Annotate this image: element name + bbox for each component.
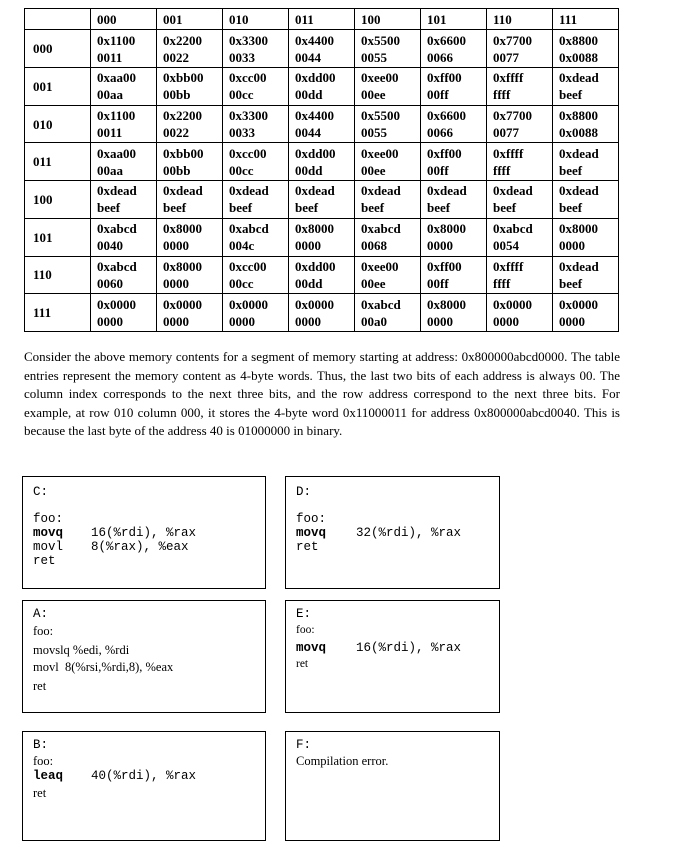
word-high: 0xdead (229, 183, 269, 199)
memory-cell (289, 143, 355, 181)
word-high: 0xff00 (427, 258, 462, 274)
row-header: 101 (25, 218, 91, 256)
memory-cell (553, 30, 619, 68)
memory-cell (157, 218, 223, 256)
word-low: 00bb (163, 162, 191, 178)
memory-cell (289, 294, 355, 332)
option-e-op1: movq (296, 641, 327, 655)
word-high: 0xee00 (361, 145, 399, 161)
word-low: 00ee (361, 162, 386, 178)
word-low: 0000 (427, 313, 453, 329)
memory-cell (553, 105, 619, 143)
memory-cell (157, 68, 223, 106)
word-high: 0x7700 (493, 32, 532, 48)
word-low: 00aa (97, 162, 123, 178)
column-header: 010 (223, 9, 289, 30)
memory-cell (223, 294, 289, 332)
memory-cell (91, 143, 157, 181)
option-b-args1: 40(%rdi), %rax (91, 769, 197, 783)
memory-cell (421, 181, 487, 219)
word-low: 00bb (163, 87, 191, 103)
word-high: 0xdead (427, 183, 467, 199)
option-c-box (22, 476, 266, 589)
option-a-line2: movl 8(%rsi,%rdi,8), %eax (33, 660, 174, 674)
word-low: 00dd (295, 87, 323, 103)
memory-cell (421, 30, 487, 68)
word-high: 0x0000 (559, 296, 598, 312)
row-header: 000 (25, 30, 91, 68)
column-header: 111 (553, 9, 619, 30)
word-low: 0000 (427, 238, 453, 254)
memory-cell (91, 105, 157, 143)
word-low: 0x0088 (559, 49, 598, 65)
memory-cell (223, 68, 289, 106)
memory-cell (355, 294, 421, 332)
memory-cell (487, 294, 553, 332)
memory-cell (91, 181, 157, 219)
memory-cell (355, 256, 421, 294)
option-f-text: Compilation error. (296, 754, 389, 768)
word-high: 0xdd00 (295, 258, 336, 274)
word-low: 0022 (163, 49, 189, 65)
word-high: 0xdd00 (295, 145, 336, 161)
table-row (25, 30, 619, 68)
word-high: 0x8800 (559, 108, 598, 124)
option-c-op1: movq (33, 526, 64, 540)
table-row (25, 105, 619, 143)
word-high: 0x8000 (427, 296, 466, 312)
word-high: 0x7700 (493, 108, 532, 124)
word-low: 0077 (493, 49, 519, 65)
word-low: beef (163, 200, 187, 216)
word-high: 0x6600 (427, 32, 466, 48)
column-header: 100 (355, 9, 421, 30)
memory-cell (157, 181, 223, 219)
word-high: 0x3300 (229, 108, 268, 124)
memory-cell (421, 68, 487, 106)
word-high: 0x0000 (229, 296, 268, 312)
memory-cell (355, 68, 421, 106)
word-low: 0055 (361, 49, 387, 65)
memory-cell (223, 181, 289, 219)
word-low: 0000 (559, 313, 585, 329)
column-header: 001 (157, 9, 223, 30)
memory-cell (157, 105, 223, 143)
option-f-label: F: (296, 738, 312, 752)
memory-cell (289, 68, 355, 106)
word-high: 0x3300 (229, 32, 268, 48)
word-low: 0000 (229, 313, 255, 329)
memory-cell (421, 218, 487, 256)
word-low: beef (361, 200, 385, 216)
memory-cell (223, 256, 289, 294)
word-high: 0xabcd (361, 296, 401, 312)
word-low: beef (559, 275, 583, 291)
memory-cell (355, 218, 421, 256)
memory-table (24, 8, 619, 332)
word-high: 0x0000 (493, 296, 532, 312)
option-e-ret: ret (296, 658, 309, 670)
word-low: 004c (229, 238, 255, 254)
word-high: 0xdead (559, 183, 599, 199)
word-low: 0000 (559, 238, 585, 254)
word-high: 0xdead (559, 70, 599, 86)
memory-cell (553, 256, 619, 294)
memory-cell (553, 294, 619, 332)
memory-cell (223, 105, 289, 143)
memory-cell (157, 256, 223, 294)
word-high: 0x4400 (295, 108, 334, 124)
word-high: 0xdead (361, 183, 401, 199)
memory-cell (289, 30, 355, 68)
word-high: 0xff00 (427, 145, 462, 161)
memory-cell (91, 256, 157, 294)
memory-cell (553, 218, 619, 256)
table-row (25, 143, 619, 181)
memory-cell (487, 181, 553, 219)
memory-cell (91, 30, 157, 68)
word-high: 0xcc00 (229, 145, 267, 161)
table-row (25, 68, 619, 106)
word-low: 00dd (295, 162, 323, 178)
word-high: 0x8000 (427, 221, 466, 237)
word-low: 00a0 (361, 313, 387, 329)
memory-cell (289, 105, 355, 143)
word-high: 0xdead (493, 183, 533, 199)
word-low: 0000 (295, 238, 321, 254)
memory-cell (223, 30, 289, 68)
word-low: 0066 (427, 49, 453, 65)
row-header: 100 (25, 181, 91, 219)
option-c-args2: 8(%rax), %eax (91, 540, 189, 554)
row-header: 001 (25, 68, 91, 106)
word-low: 0040 (97, 238, 123, 254)
word-high: 0xbb00 (163, 145, 204, 161)
word-high: 0xdead (97, 183, 137, 199)
table-corner-cell (25, 9, 91, 30)
problem-description: Consider the above memory contents for a segment of memory starting at address: 0x800000abcd0000. The table entries represent the memory content as 4-byte words. Thus, the last two bits of each address is always 00. The column index corresponds to the next three bits, and the row address correspond to the next three bits. For example, at row 010 column 000, it stores the 4-byte word 0x11000011 for address 0x800000abcd0040. This is because the last byte of the address 40 is 01000000 in binary. (24, 349, 620, 439)
word-high: 0x4400 (295, 32, 334, 48)
option-a-fn: foo: (33, 624, 54, 638)
table-row (25, 181, 619, 219)
option-a-ret: ret (33, 679, 47, 693)
option-d-op1: movq (296, 526, 327, 540)
option-b-op1: leaq (33, 769, 64, 783)
row-header: 011 (25, 143, 91, 181)
word-low: 0000 (295, 313, 321, 329)
row-header: 110 (25, 256, 91, 294)
word-high: 0xbb00 (163, 70, 204, 86)
word-low: 00cc (229, 275, 254, 291)
word-high: 0xdd00 (295, 70, 336, 86)
word-low: 0000 (163, 313, 189, 329)
option-b-box (22, 731, 266, 841)
word-low: 00ee (361, 87, 386, 103)
word-low: 0060 (97, 275, 123, 291)
word-high: 0xcc00 (229, 70, 267, 86)
word-low: 0000 (493, 313, 519, 329)
option-e-args1: 16(%rdi), %rax (356, 641, 462, 655)
word-high: 0x0000 (295, 296, 334, 312)
word-low: beef (295, 200, 319, 216)
option-d-args1: 32(%rdi), %rax (356, 526, 462, 540)
option-f-box (285, 731, 500, 841)
word-low: beef (559, 200, 583, 216)
memory-cell (487, 68, 553, 106)
word-low: 0022 (163, 125, 189, 141)
table-row (25, 256, 619, 294)
word-high: 0x0000 (163, 296, 202, 312)
option-b-ret: ret (33, 786, 47, 800)
word-high: 0xabcd (361, 221, 401, 237)
word-low: 0011 (97, 125, 123, 141)
option-b-fn: foo: (33, 754, 54, 768)
word-low: 00aa (97, 87, 123, 103)
memory-cell (553, 181, 619, 219)
word-high: 0x8000 (163, 258, 202, 274)
word-high: 0x2200 (163, 32, 202, 48)
memory-cell (157, 30, 223, 68)
memory-cell (487, 105, 553, 143)
memory-cell (355, 30, 421, 68)
word-high: 0x2200 (163, 108, 202, 124)
option-e-box (285, 600, 500, 713)
memory-cell (553, 68, 619, 106)
word-high: 0x8000 (295, 221, 334, 237)
option-d-label: D: (296, 485, 312, 499)
word-low: 00dd (295, 275, 323, 291)
option-c-args1: 16(%rdi), %rax (91, 526, 197, 540)
option-c-fn: foo: (33, 512, 64, 526)
word-high: 0xee00 (361, 70, 399, 86)
option-a-box (22, 600, 266, 713)
option-e-label: E: (296, 607, 312, 621)
memory-cell (157, 294, 223, 332)
memory-cell (421, 105, 487, 143)
word-high: 0x0000 (97, 296, 136, 312)
word-high: 0xff00 (427, 70, 462, 86)
option-a-label: A: (33, 607, 49, 621)
option-c-op2: movl (33, 540, 64, 554)
memory-cell (487, 256, 553, 294)
memory-cell (487, 30, 553, 68)
word-low: ffff (493, 162, 511, 178)
word-low: 0x0088 (559, 125, 598, 141)
word-high: 0xffff (493, 70, 524, 86)
memory-cell (91, 68, 157, 106)
memory-cell (355, 143, 421, 181)
row-header: 111 (25, 294, 91, 332)
word-high: 0x5500 (361, 108, 400, 124)
word-high: 0xaa00 (97, 145, 136, 161)
row-header: 010 (25, 105, 91, 143)
word-high: 0xabcd (97, 258, 137, 274)
option-b-label: B: (33, 738, 49, 752)
memory-cell (289, 181, 355, 219)
table-header-row (25, 9, 619, 30)
column-header: 011 (289, 9, 355, 30)
word-high: 0x1100 (97, 32, 136, 48)
memory-cell (91, 294, 157, 332)
memory-cell (421, 256, 487, 294)
word-high: 0xdead (163, 183, 203, 199)
word-low: 00ff (427, 162, 449, 178)
column-header: 110 (487, 9, 553, 30)
option-a-line1: movslq %edi, %rdi (33, 643, 130, 657)
word-low: 0068 (361, 238, 387, 254)
word-low: ffff (493, 275, 511, 291)
column-header: 000 (91, 9, 157, 30)
word-low: 0000 (163, 238, 189, 254)
memory-cell (289, 256, 355, 294)
memory-cell (553, 143, 619, 181)
word-high: 0x5500 (361, 32, 400, 48)
word-low: 0044 (295, 125, 321, 141)
word-low: beef (229, 200, 253, 216)
word-low: 0011 (97, 49, 123, 65)
word-low: beef (493, 200, 517, 216)
column-header: 101 (421, 9, 487, 30)
word-high: 0x6600 (427, 108, 466, 124)
word-low: 0066 (427, 125, 453, 141)
memory-cell (91, 218, 157, 256)
table-row (25, 294, 619, 332)
word-low: 00ff (427, 87, 449, 103)
word-high: 0xabcd (229, 221, 269, 237)
word-low: 0077 (493, 125, 519, 141)
word-high: 0x8800 (559, 32, 598, 48)
memory-cell (355, 105, 421, 143)
word-low: beef (559, 87, 583, 103)
memory-cell (223, 143, 289, 181)
word-high: 0xdead (559, 258, 599, 274)
word-low: 0054 (493, 238, 519, 254)
word-high: 0xffff (493, 145, 524, 161)
memory-cell (289, 218, 355, 256)
memory-cell (487, 218, 553, 256)
word-low: 00ff (427, 275, 449, 291)
option-d-fn: foo: (296, 512, 327, 526)
word-low: beef (97, 200, 121, 216)
word-low: beef (559, 162, 583, 178)
word-low: 00ee (361, 275, 386, 291)
word-high: 0xdead (559, 145, 599, 161)
option-c-ret: ret (33, 554, 56, 568)
word-high: 0xcc00 (229, 258, 267, 274)
table-row (25, 218, 619, 256)
word-low: 0000 (163, 275, 189, 291)
option-d-ret: ret (296, 540, 319, 554)
word-high: 0xabcd (97, 221, 137, 237)
memory-cell (223, 218, 289, 256)
option-e-fn: foo: (296, 624, 315, 636)
word-low: 0044 (295, 49, 321, 65)
word-high: 0xabcd (493, 221, 533, 237)
word-low: 0033 (229, 49, 255, 65)
word-low: 0000 (97, 313, 123, 329)
word-low: 00cc (229, 162, 254, 178)
memory-cell (157, 143, 223, 181)
memory-cell (355, 181, 421, 219)
memory-cell (421, 294, 487, 332)
word-high: 0x8000 (559, 221, 598, 237)
memory-cell (421, 143, 487, 181)
option-d-box (285, 476, 500, 589)
word-low: 0055 (361, 125, 387, 141)
word-high: 0xee00 (361, 258, 399, 274)
word-low: ffff (493, 87, 511, 103)
word-low: 0033 (229, 125, 255, 141)
option-c-label: C: (33, 485, 49, 499)
memory-cell (487, 143, 553, 181)
word-low: beef (427, 200, 451, 216)
word-low: 00cc (229, 87, 254, 103)
word-high: 0xffff (493, 258, 524, 274)
word-high: 0x8000 (163, 221, 202, 237)
word-high: 0x1100 (97, 108, 136, 124)
word-high: 0xdead (295, 183, 335, 199)
word-high: 0xaa00 (97, 70, 136, 86)
